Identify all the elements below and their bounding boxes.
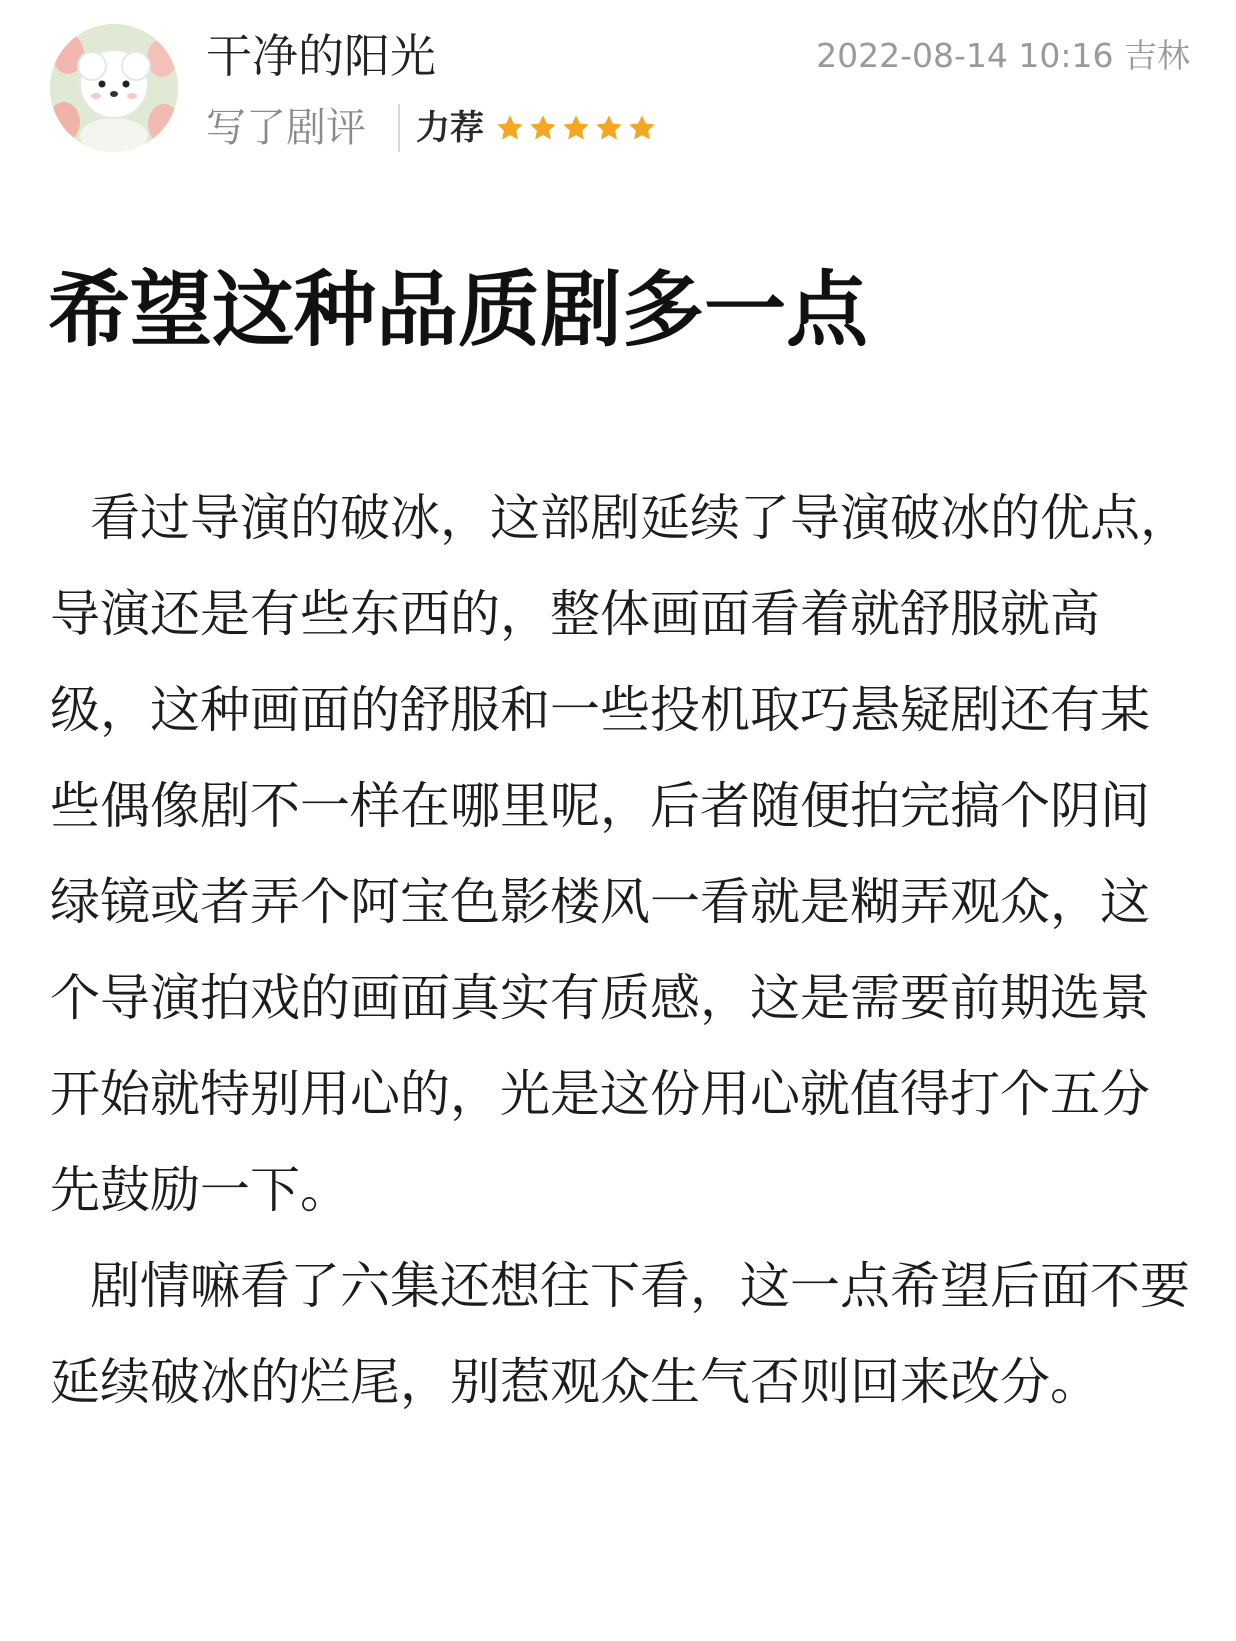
review-action-text: 写了剧评: [206, 105, 366, 151]
star-icon: [626, 110, 658, 148]
user-avatar[interactable]: [50, 24, 178, 152]
star-icon: [527, 110, 559, 148]
star-icon: [560, 110, 592, 148]
cartoon-dog-avatar-icon: [50, 24, 178, 152]
username-link[interactable]: 干净的阳光: [206, 29, 436, 83]
review-header: [0, 0, 1236, 160]
review-title: 希望这种品质剧多一点: [48, 262, 869, 358]
review-paragraph: 剧情嘛看了六集还想往下看，这一点希望后面不要延续破冰的烂尾，别惹观众生气否则回来改分。: [50, 1257, 1190, 1411]
review-paragraph: 看过导演的破冰，这部剧延续了导演破冰的优点，导演还是有些东西的，整体画面看着就舒服就高级，这种画面的舒服和一些投机取巧悬疑剧还有某些偶像剧不一样在哪里呢，后者随便拍完搞个阴间绿镜或者弄个阿宝色影楼风一看就是糊弄观众，这个导演拍戏的画面真实有质感，这是需要前期选景开始就特别用心的，光是这份用心就值得打个五分先鼓励一下。: [50, 489, 1190, 1219]
star-icon: [593, 110, 625, 148]
star-icon: [494, 110, 526, 148]
rating-stars: [494, 110, 658, 148]
review-body: [50, 470, 1190, 1430]
post-timestamp: 2022-08-14 10:16 吉林: [816, 36, 1190, 75]
header-divider: [398, 104, 400, 152]
rating-label: 力荐: [416, 108, 484, 148]
